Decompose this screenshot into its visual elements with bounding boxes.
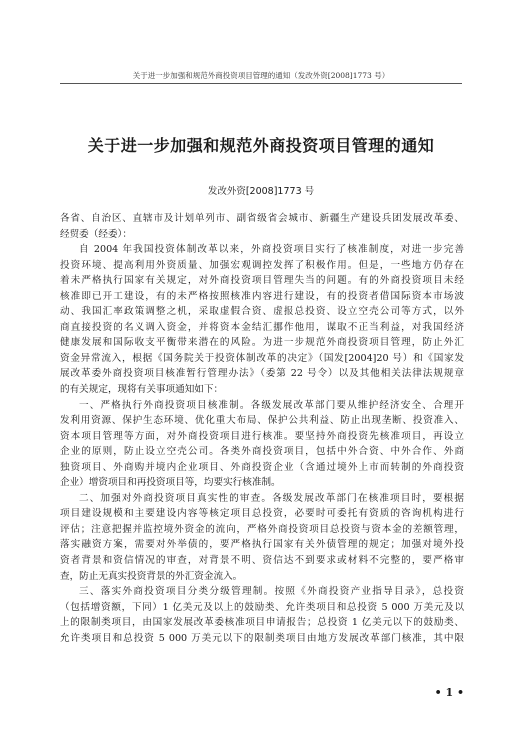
document-title: 关于进一步加强和规范外商投资项目管理的通知 [87, 136, 435, 155]
body-line: 核准即已开工建设，有的未严格按照核准内容进行建设，有的投资者借国际资本市场波 [60, 290, 464, 302]
body-line: （包括增资额，下同）1 亿美元及以上的鼓励类、允许类项目和总投资 5 000 万美元及以 [60, 601, 464, 613]
body-line: 投资环境、提高利用外资质量、加强宏观调控发挥了积极作用。但是，一些地方仍存在 [60, 259, 464, 271]
body-line: 企业）增资项目和再投资项目等，均要实行核准制。 [60, 477, 281, 489]
body-line: 查，防止无真实投资背景的外汇资金流入。 [60, 570, 243, 582]
body-line: 上的限制类项目，由国家发展改革委核准项目申请报告；总投资 1 亿美元以下的鼓励类、 [60, 617, 464, 629]
body-line: 发利用资源、保护生态环境、优化重大布局、保护公共利益、防止出现垄断、投资准入、 [60, 415, 464, 427]
body-line: 企业的原则，防止设立空壳公司。各类外商投资项目，包括中外合资、中外合作、外商 [60, 446, 464, 458]
body-line: 健康发展和国际收支平衡带来潜在的风险。为进一步规范外商投资项目管理，防止外汇 [60, 337, 464, 349]
body-line: 允许类项目和总投资 5 000 万美元以下的限制类项目由地方发展改革部门核准，其中限 [60, 632, 464, 644]
body-line: 评估；注意把握并监控境外资金的流向，严格外商投资项目总投资与资本金的差额管理， [60, 523, 464, 535]
body-line: 动、我国汇率政策调整之机，采取虚假合资、虚报总投资、设立空壳公司等方式，以外 [60, 306, 464, 318]
document-body [60, 211, 464, 646]
body-line: 落实融资方案，需要对外举债的，要严格执行国家有关外债管理的规定；加强对境外投 [60, 539, 464, 551]
body-line: 一、严格执行外商投资项目核准制。各级发展改革部门要从维护经济安全、合理开 [79, 399, 464, 411]
body-line: 展改革委外商投资项目核准暂行管理办法》（委第 22 号令）以及其他相关法律法规规章 [60, 368, 464, 380]
body-line: 商直接投资的名义调入资金，并将资本金结汇挪作他用，谋取不正当利益，对我国经济 [60, 321, 464, 333]
page-number: • 1 • [434, 686, 464, 699]
body-line: 资本项目管理等方面，对外商投资项目进行核准。要坚持外商投资先核准项目，再设立 [60, 430, 464, 442]
body-line: 经贸委（经委）： [60, 228, 132, 240]
body-line: 资金异常流入，根据《国务院关于投资体制改革的决定》（国发[2004]20 号）和《国家发 [60, 352, 464, 364]
body-line: 独资项目、外商购并境内企业项目、外商投资企业（含通过境外上市而转制的外商投资 [60, 461, 464, 473]
body-line: 自 2004 年我国投资体制改革以来，外商投资项目实行了核准制度，对进一步完善 [79, 244, 464, 256]
body-line: 各省、自治区、直辖市及计划单列市、副省级省会城市、新疆生产建设兵团发展改革委、 [60, 213, 464, 224]
body-line: 的有关规定，现将有关事项通知如下： [60, 384, 224, 396]
body-line: 资者背景和资信情况的审查，对背景不明、资信达不到要求或材料不完整的，要严格审 [60, 555, 464, 567]
body-line: 着未严格执行国家有关规定，对外商投资项目管理失当的问题。有的外商投资项目未经 [60, 275, 464, 287]
body-line: 三、落实外商投资项目分类分级管理制。按照《外商投资产业指导目录》，总投资 [79, 586, 464, 598]
body-line: 项目建设规模和主要建设内容等核定项目总投资，必要时可委托有资质的咨询机构进行 [60, 508, 464, 520]
running-header: 关于进一步加强和规范外商投资项目管理的通知（发改外资[2008]1773 号） [132, 71, 390, 80]
document-number: 发改外资[2008]1773 号 [207, 186, 315, 197]
body-line: 二、加强对外商投资项目真实性的审查。各级发展改革部门在核准项目时，要根据 [79, 492, 464, 504]
header-rule [60, 83, 462, 84]
